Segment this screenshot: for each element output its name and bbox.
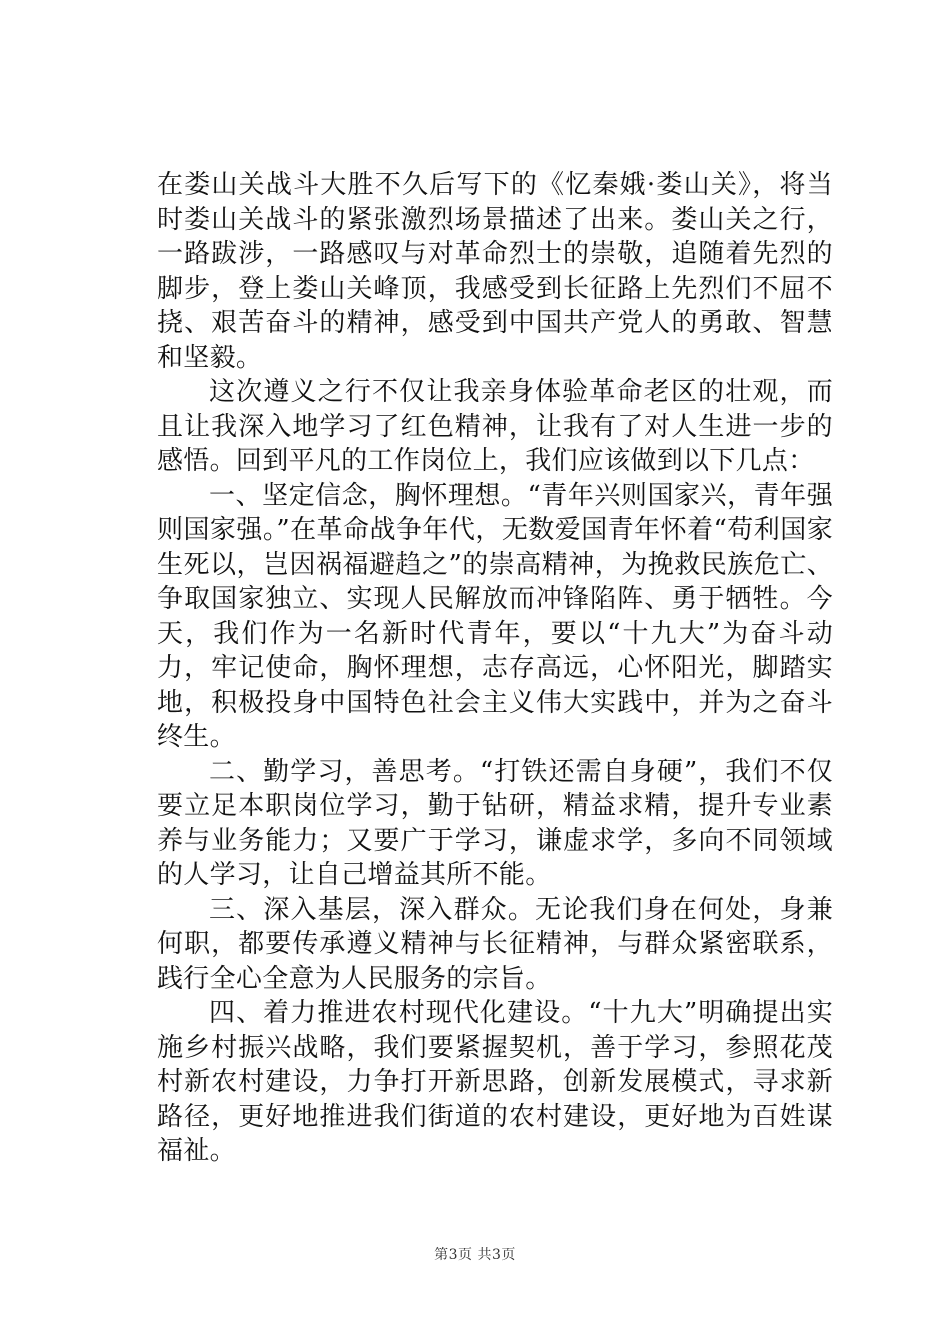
paragraph-point-4: 四、着力推进农村现代化建设。“十九大”明确提出实施乡村振兴战略，我们要紧握契机，善于学习，参照花茂村新农村建设，力争打开新思路，创新发展模式，寻求新路径，更好地推进我们街道的农村建设，更好地为百姓谋福祉。 bbox=[157, 998, 833, 1166]
paragraph-point-1: 一、坚定信念，胸怀理想。“青年兴则国家兴，青年强则国家强。”在革命战争年代，无数爱国青年怀着“苟利国家生死以，岂因祸福避趋之”的崇高精神，为挽救民族危亡、争取国家独立、实现人民解放而冲锋陷阵、勇于牺牲。今天，我们作为一名新时代青年，要以“十九大”为奋斗动力，牢记使命，胸怀理想，志存高远，心怀阳光，脚踏实地，积极投身中国特色社会主义伟大实践中，并为之奋斗终生。 bbox=[157, 480, 833, 752]
paragraph-continuation: 在娄山关战斗大胜不久后写下的《忆秦娥·娄山关》，将当时娄山关战斗的紧张激烈场景描述了出来。娄山关之行，一路跋涉，一路感叹与对革命烈士的崇敬，追随着先烈的脚步，登上娄山关峰顶，我感受到长征路上先烈们不屈不挠、艰苦奋斗的精神，感受到中国共产党人的勇敢、智慧和坚毅。 bbox=[157, 170, 833, 373]
paragraph-point-2: 二、勤学习，善思考。“打铁还需自身硬”，我们不仅要立足本职岗位学习，勤于钻研，精益求精，提升专业素养与业务能力；又要广于学习，谦虚求学，多向不同领域的人学习，让自己增益其所不能。 bbox=[157, 756, 833, 890]
document-body bbox=[157, 168, 833, 1169]
page-number-footer: 第3页 共3页 bbox=[434, 1247, 516, 1263]
paragraph-intro: 这次遵义之行不仅让我亲身体验革命老区的壮观，而且让我深入地学习了红色精神，让我有了对人生进一步的感悟。回到平凡的工作岗位上，我们应该做到以下几点： bbox=[157, 377, 833, 476]
paragraph-point-3: 三、深入基层，深入群众。无论我们身在何处，身兼何职，都要传承遵义精神与长征精神，与群众紧密联系，践行全心全意为人民服务的宗旨。 bbox=[157, 894, 833, 994]
